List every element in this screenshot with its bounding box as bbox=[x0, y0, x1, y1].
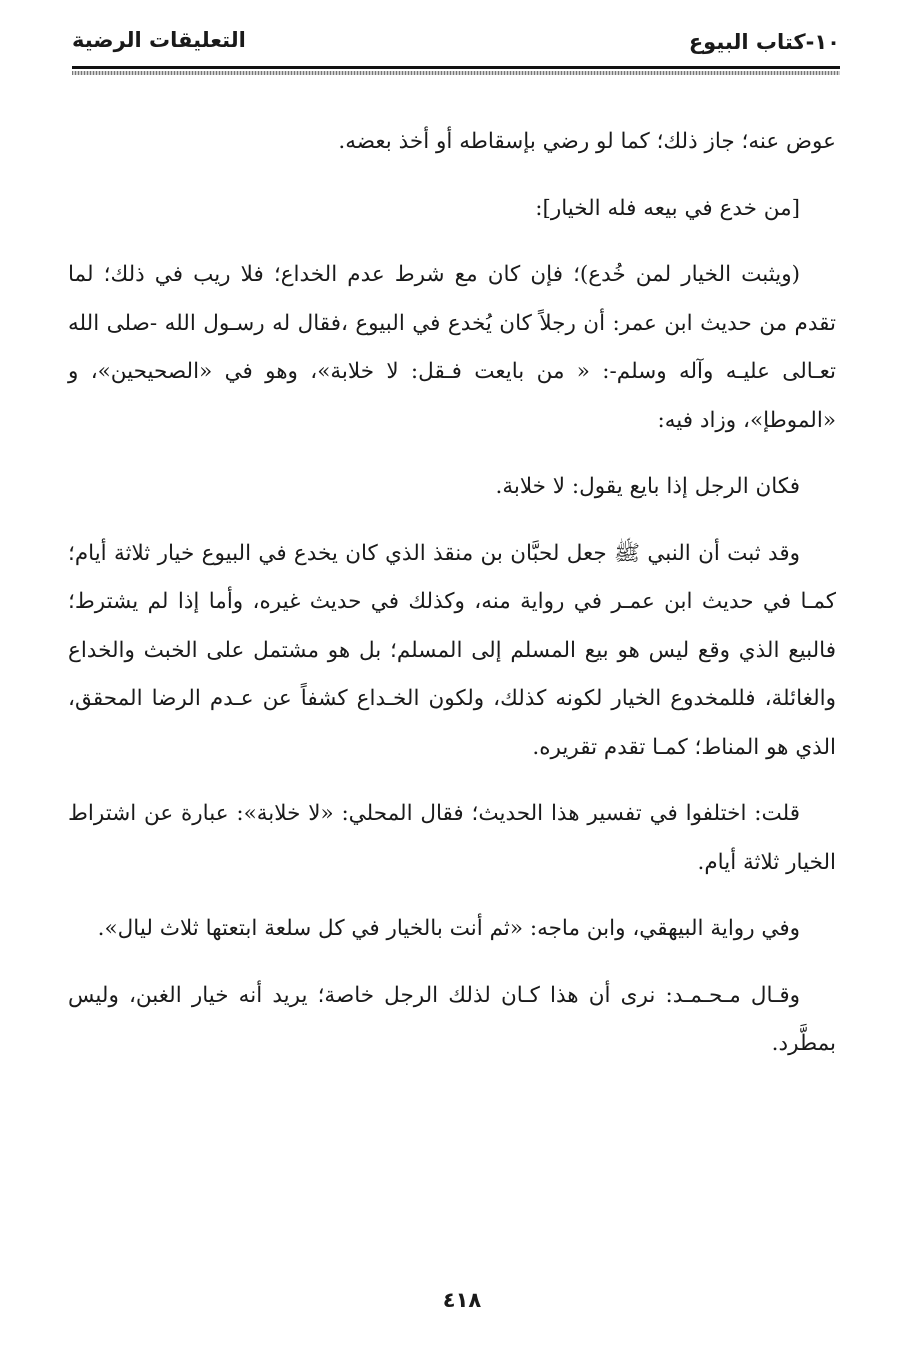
book-title: التعليقات الرضية bbox=[72, 28, 246, 52]
body-text bbox=[68, 118, 836, 1087]
header-rule-shading bbox=[72, 71, 840, 75]
paragraph-muhammad: وقـال مـحـمـد: نرى أن هذا كـان لذلك الرجل خاصة؛ يريد أنه خيار الغبن، وليس بمطَّرد. bbox=[68, 982, 836, 1056]
page-number: ٤١٨ bbox=[442, 1288, 482, 1312]
paragraph-hibban: وقد ثبت أن النبي ﷺ جعل لحبَّان بن منقذ الذي كان يخدع في البيوع خيار ثلاثة أيام؛ كمـا في حديث ابن عمـر في رواية منه، وكذلك في حديث غيره، وأما إذا لم يشترط؛ فالبيع الذي وقع ليس هو بيع المسلم إلى المسلم؛ بل هو مشتمل على الخبث والخداع والغائلة، فللمخدوع الخيار لكونه كذلك، ولكون الخـداع كشفاً عن عـدم الرضا المحقق، الذي هو المناط؛ كمـا تقدم تقريره. bbox=[68, 540, 836, 760]
header-rule bbox=[72, 66, 840, 69]
paragraph-continuation: عوض عنه؛ جاز ذلك؛ كما لو رضي بإسقاطه أو أخذ بعضه. bbox=[338, 129, 836, 154]
paragraph-khiyar: (ويثبت الخيار لمن خُدع)؛ فإن كان مع شرط عدم الخداع؛ فلا ريب في ذلك؛ لما تقدم من حديث ابن عمر: أن رجلاً كان يُخدع في البيوع ،فقال له رسـول الله -صلى الله تعـالى عليـه وآله وسلم-: « من بايعت فـقل: لا خلابة»، وهو في «الصحيحين»، و «الموطإ»، وزاد فيه: bbox=[68, 262, 836, 433]
section-heading: [من خدع في بيعه فله الخيار]: bbox=[535, 195, 800, 221]
chapter-title: ١٠-كتاب البيوع bbox=[688, 30, 840, 54]
paragraph-bayhaqi: وفي رواية البيهقي، وابن ماجه: «ثم أنت بالخيار في كل سلعة ابتعتها ثلاث ليال». bbox=[97, 916, 800, 941]
running-header bbox=[72, 22, 840, 74]
paragraph-quote: فكان الرجل إذا بايع يقول: لا خلابة. bbox=[495, 474, 800, 499]
paragraph-mahalli: قلت: اختلفوا في تفسير هذا الحديث؛ فقال المحلي: «لا خلابة»: عبارة عن اشتراط الخيار ثلاثة أيام. bbox=[68, 801, 836, 875]
